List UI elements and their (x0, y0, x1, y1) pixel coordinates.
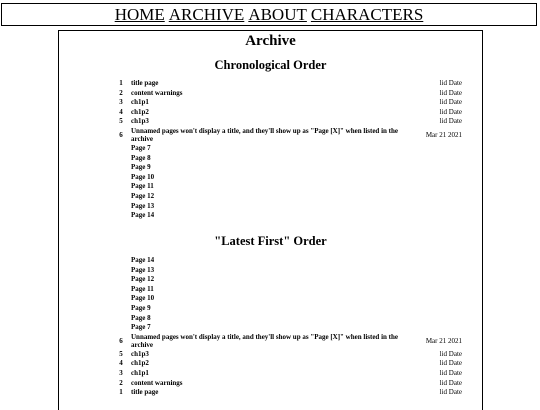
archive-row (59, 211, 482, 219)
page-link[interactable]: Page 12 (131, 275, 155, 284)
top-nav (1, 3, 537, 26)
page-link[interactable]: ch1p3 (131, 349, 149, 358)
row-number: 5 (119, 117, 123, 126)
page-link[interactable]: title page (131, 388, 159, 397)
row-number: 2 (119, 88, 123, 97)
nav-about-link[interactable]: ABOUT (248, 5, 307, 24)
archive-row (59, 314, 482, 322)
row-date: lid Date (439, 378, 462, 387)
row-number: 1 (119, 79, 123, 87)
archive-row (59, 202, 482, 210)
page-link[interactable]: Page 11 (131, 182, 154, 191)
page-link[interactable]: Page 10 (131, 172, 155, 181)
row-number: 5 (119, 349, 123, 358)
row-date: lid Date (439, 369, 462, 377)
archive-row (59, 379, 482, 387)
archive-row (59, 79, 482, 87)
page-link[interactable]: Page 13 (131, 265, 155, 274)
nav-characters-link[interactable]: CHARACTERS (310, 5, 424, 24)
archive-row (59, 117, 482, 125)
archive-panel (58, 30, 483, 410)
archive-row (59, 144, 482, 152)
archive-row (59, 256, 482, 264)
row-date: lid Date (439, 79, 462, 87)
row-date: lid Date (439, 98, 462, 107)
page-link[interactable]: Page 9 (131, 163, 151, 172)
page-link[interactable]: Page 14 (131, 256, 155, 264)
nav-archive-link[interactable]: ARCHIVE (168, 5, 245, 24)
archive-row (59, 173, 482, 181)
row-number: 6 (119, 336, 123, 345)
archive-row (59, 163, 482, 171)
page-link[interactable]: Page 9 (131, 304, 151, 312)
page-title: Archive (245, 33, 296, 49)
page-link[interactable]: ch1p3 (131, 117, 149, 126)
page-link[interactable]: Page 14 (131, 211, 155, 220)
row-number: 3 (119, 98, 123, 107)
archive-row (59, 304, 482, 312)
page-link[interactable]: ch1p1 (131, 98, 149, 107)
archive-row (59, 369, 482, 377)
row-date: lid Date (439, 388, 462, 397)
page-link[interactable]: ch1p2 (131, 359, 149, 368)
archive-row (59, 108, 482, 116)
row-date: Mar 21 2021 (425, 336, 462, 345)
page-link[interactable]: Page 12 (131, 192, 155, 200)
row-number: 6 (119, 131, 123, 139)
section-latest-heading: "Latest First" Order (214, 234, 327, 248)
page-link[interactable]: Unnamed pages won't display a title, and they'll show up as "Page [X]" when listed in the archive (131, 127, 398, 143)
archive-row (59, 89, 482, 97)
archive-row (59, 333, 482, 349)
archive-row (59, 275, 482, 283)
page-link[interactable]: Page 8 (131, 313, 151, 322)
page-link[interactable]: title page (131, 79, 159, 87)
row-date: lid Date (439, 117, 462, 126)
page-link[interactable]: ch1p2 (131, 107, 149, 116)
page-link[interactable]: Page 8 (131, 153, 151, 162)
archive-row (59, 154, 482, 162)
page-link[interactable]: Page 7 (131, 144, 151, 152)
archive-row (59, 294, 482, 302)
archive-row (59, 388, 482, 396)
row-date: lid Date (439, 359, 462, 368)
row-date: Mar 21 2021 (425, 131, 462, 139)
page-link[interactable]: content warnings (131, 378, 183, 387)
page-link[interactable]: ch1p1 (131, 369, 149, 377)
archive-row (59, 350, 482, 358)
row-date: lid Date (439, 107, 462, 116)
row-date: lid Date (439, 349, 462, 358)
row-number: 4 (119, 107, 123, 116)
row-number: 1 (119, 388, 123, 397)
archive-row (59, 182, 482, 190)
page-link[interactable]: Page 7 (131, 323, 151, 332)
row-date: lid Date (439, 88, 462, 97)
archive-row (59, 285, 482, 293)
page-link[interactable]: Unnamed pages won't display a title, and they'll show up as "Page [X]" when listed in the archive (131, 332, 398, 349)
page-link[interactable]: Page 11 (131, 284, 154, 293)
archive-row (59, 192, 482, 200)
archive-row (59, 127, 482, 143)
archive-row (59, 266, 482, 274)
page-link[interactable]: Page 10 (131, 294, 155, 303)
page-link[interactable]: content warnings (131, 88, 183, 97)
nav-home-link[interactable]: HOME (114, 5, 165, 24)
archive-row (59, 359, 482, 367)
row-number: 2 (119, 378, 123, 387)
archive-row (59, 98, 482, 106)
page-link[interactable]: Page 13 (131, 201, 155, 210)
row-number: 3 (119, 369, 123, 377)
row-number: 4 (119, 359, 123, 368)
archive-row (59, 323, 482, 331)
section-chronological-heading: Chronological Order (214, 58, 327, 72)
